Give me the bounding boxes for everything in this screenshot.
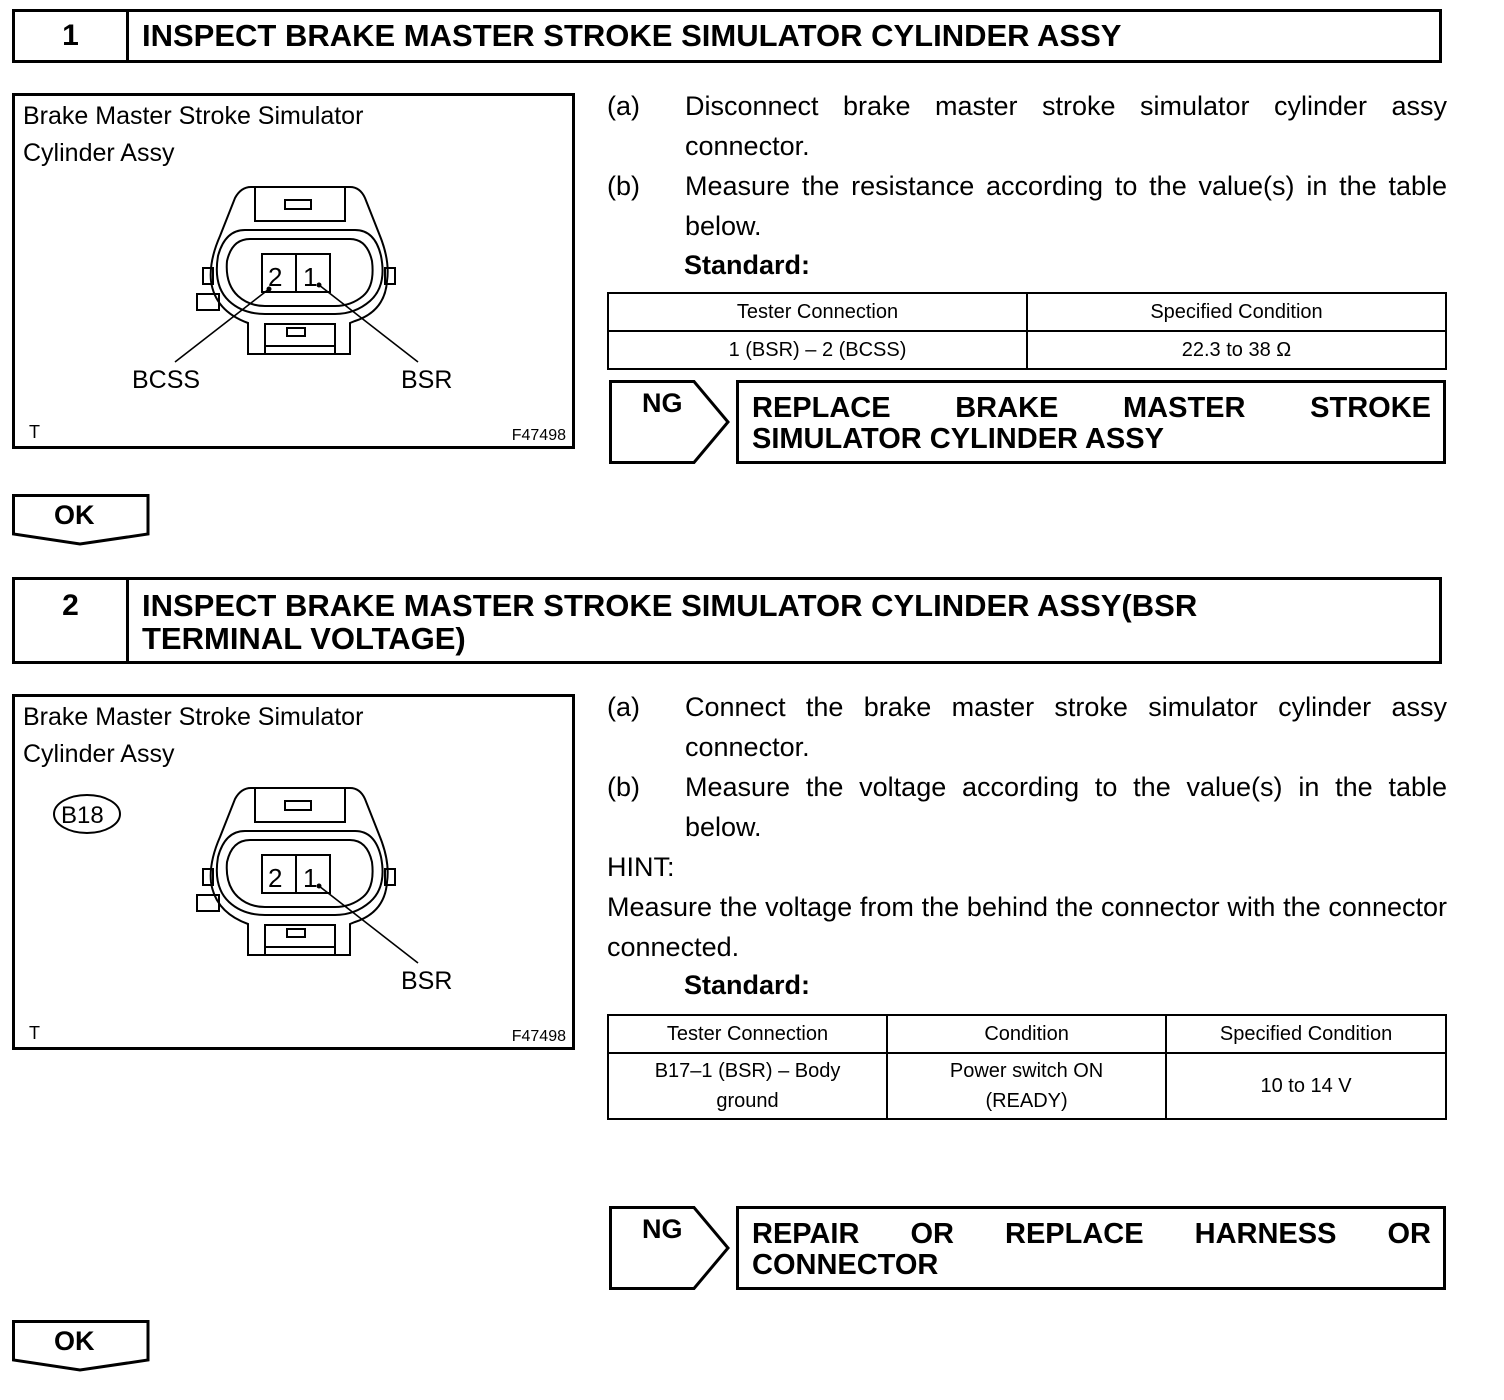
table-cell: B17–1 (BSR) – Body ground: [608, 1053, 887, 1119]
table-cell: Power switch ON (READY): [887, 1053, 1166, 1119]
step1-title: INSPECT BRAKE MASTER STROKE SIMULATOR CYLINDER ASSY: [142, 18, 1122, 53]
step1-figure-corner-mark: T: [29, 422, 40, 442]
step2-figure: [12, 694, 575, 1050]
step2-figure-code: F47498: [511, 1028, 566, 1045]
step2-figure-corner-mark: T: [29, 1023, 40, 1043]
step1-ok-label: OK: [54, 500, 95, 530]
step2-ng-result: [609, 1206, 1447, 1290]
step2-ng-label: NG: [642, 1214, 683, 1244]
table-cell: 10 to 14 V: [1166, 1053, 1446, 1119]
table-header: Condition: [887, 1015, 1166, 1053]
step2-connector-id: B18: [61, 802, 104, 829]
step2-connector-diagram: [15, 697, 572, 1047]
table-header: Tester Connection: [608, 293, 1027, 331]
step1-figure-code: F47498: [511, 427, 566, 444]
table-header: Specified Condition: [1027, 293, 1446, 331]
step2-hint-text: Measure the voltage from the behind the connector with the connector connected.: [607, 892, 1447, 962]
step2-title: INSPECT BRAKE MASTER STROKE SIMULATOR CYLINDER ASSY(BSR TERMINAL VOLTAGE): [142, 588, 1198, 656]
table-header: Tester Connection: [608, 1015, 887, 1053]
step1-pin2-label: 2: [268, 262, 283, 292]
table-cell: 1 (BSR) – 2 (BCSS): [608, 331, 1027, 369]
step1-ng-result: [609, 380, 1447, 464]
step1-connector-diagram: [15, 96, 572, 446]
step1-number: 1: [15, 12, 129, 60]
step1-ng-action: REPLACE BRAKE MASTER STROKE SIMULATOR CYLINDER ASSY: [736, 380, 1446, 464]
step2-ng-action: REPAIR OR REPLACE HARNESS OR CONNECTOR: [736, 1206, 1446, 1290]
table-cell: 22.3 to 38 Ω: [1027, 331, 1446, 369]
step1-figure: [12, 93, 575, 449]
table-header: Specified Condition: [1166, 1015, 1446, 1053]
step2-header: [12, 577, 1442, 664]
step2-figure-label: Brake Master Stroke Simulator Cylinder Assy: [23, 703, 364, 768]
step2-number: 2: [15, 580, 129, 661]
step2-bsr-label: BSR: [401, 967, 453, 995]
step1-bcss-label: BCSS: [132, 366, 201, 394]
step1-header: [12, 9, 1442, 63]
step2-spec-table: [607, 1014, 1447, 1120]
step2-standard-label: Standard:: [684, 970, 811, 1000]
step1-standard-label: Standard:: [684, 250, 811, 280]
step1-spec-table: [607, 292, 1447, 370]
step2-ok-label: OK: [54, 1326, 95, 1356]
step1-ng-label: NG: [642, 388, 683, 418]
step1-pin1-label: 1: [303, 262, 318, 292]
step1-ok-result: [12, 494, 150, 546]
step1-bsr-label: BSR: [401, 366, 453, 394]
step2-pin2-label: 2: [268, 863, 283, 893]
step2-ok-result: [12, 1320, 150, 1372]
step2-pin1-label: 1: [303, 863, 318, 893]
step2-hint-label: HINT:: [607, 852, 675, 882]
step1-figure-label: Brake Master Stroke Simulator Cylinder Assy: [23, 102, 364, 167]
